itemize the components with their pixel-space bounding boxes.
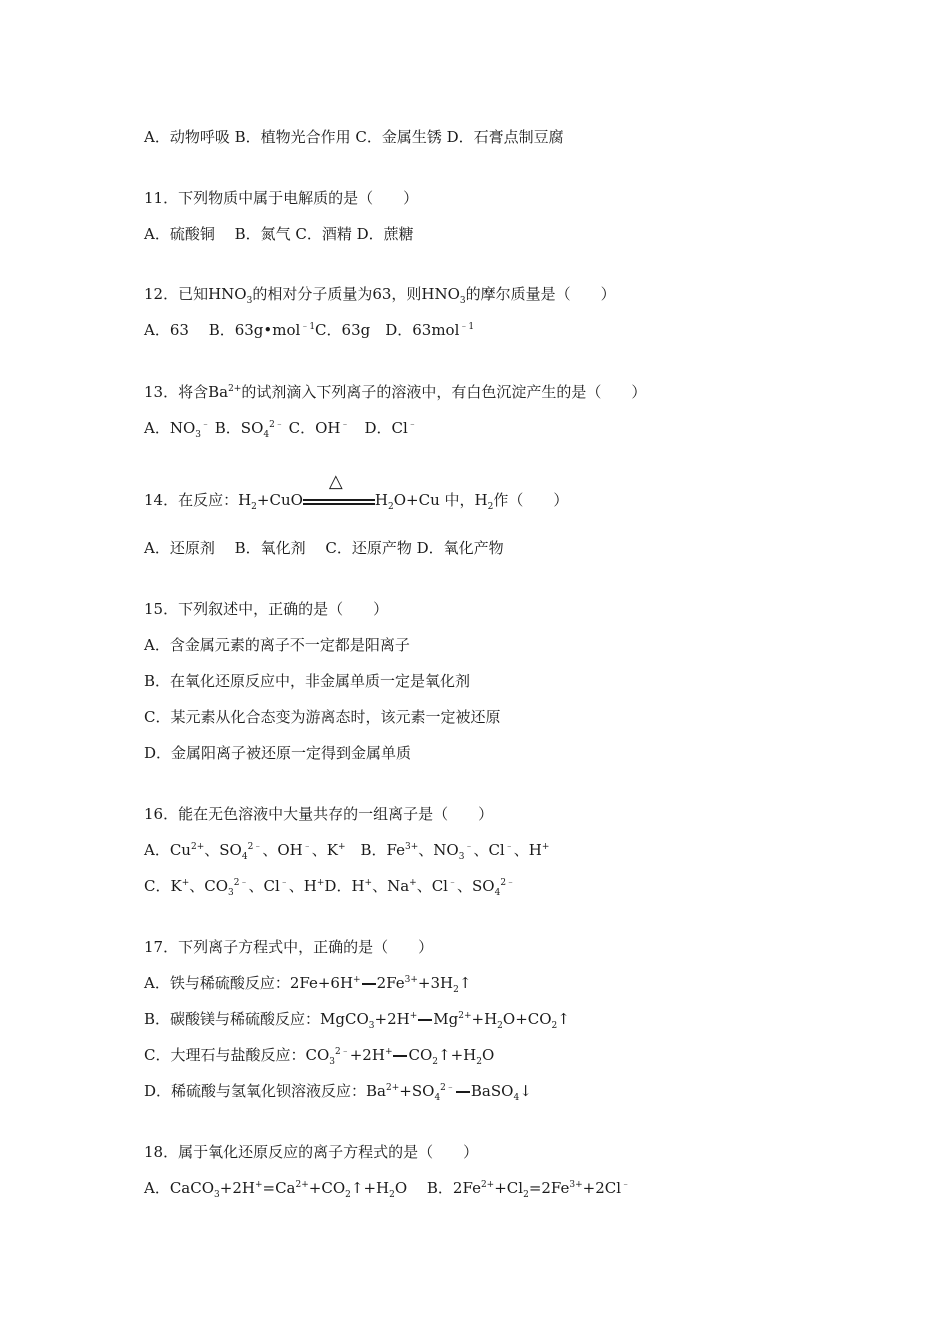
q18-options: A．$CaCO_3+2H^+=Ca^{2+}+CO_2↑+H_2O$ B．$2Fe^{2+}+Cl_2=2Fe^{3+}+2Cl^﹣$ — [144, 1179, 631, 1200]
q15-option-b: B．在氧化还原反应中，非金属单质一定是氧化剂 — [144, 672, 471, 690]
q11-stem: 11．下列物质中属于电解质的是（ ） — [144, 189, 419, 207]
q17-option-a: A．铁与稀硫酸反应：2Fe+6H+ $2Fe^{3+}+3H_2↑$ — [144, 974, 472, 995]
q11-options: A．硫酸铜 B．氮气 C．酒精 D．蔗糖 — [144, 225, 414, 243]
delta-symbol: △ — [328, 471, 343, 492]
q13-stem: 13．将含$Ba^{2+}$的试剂滴入下列离子的溶液中，有白色沉淀产生的是（ ） — [144, 383, 647, 401]
q16-options-cd: C．K+、$CO_3^{2﹣}$、Cl﹣、H+D．H+、Na+、Cl﹣、$SO_4^{2﹣}$ — [144, 877, 516, 898]
q17-option-b: B．碳酸镁与稀硫酸反应：MgCO$_3$+2H+ $Mg^{2+}+H_2O+CO_2↑$ — [144, 1010, 570, 1031]
q17-option-c: C．大理石与盐酸反应：$CO_3^{2﹣}+2H^+$ $CO_2↑+H_2O$ — [144, 1046, 495, 1067]
q15-option-a: A．含金属元素的离子不一定都是阳离子 — [144, 636, 410, 654]
q15-stem: 15．下列叙述中，正确的是（ ） — [144, 600, 389, 618]
q15-option-d: D．金属阳离子被还原一定得到金属单质 — [144, 744, 412, 762]
heat-condition-arrow — [303, 471, 375, 511]
q18-stem: 18．属于氧化还原反应的离子方程式的是（ ） — [144, 1143, 479, 1161]
q12-stem: 12．已知$HNO_3$的相对分子质量为63，则$HNO_3$的摩尔质量是（ ） — [144, 285, 616, 306]
q17-option-d: D．稀硫酸与氢氧化钡溶液反应：$Ba^{2+}+SO_4^{2﹣}$ BaSO$_4$↓ — [144, 1082, 532, 1103]
q12-options: A．63 B．63g•mol$^{﹣1}$C．63g D．63mol$^{﹣1}$ — [144, 321, 475, 339]
q14-stem: 14．在反应：$H_2+CuO$ △ $H_2O+Cu$ 中，$H_2$作（ ） — [144, 471, 569, 512]
q14-options: A．还原剂 B．氧化剂 C．还原产物 D．氧化产物 — [144, 539, 504, 557]
q15-option-c: C．某元素从化合态变为游离态时，该元素一定被还原 — [144, 708, 501, 726]
q16-options-ab: A．$Cu^{2+}$、$SO_4^{2﹣}$、OH﹣、K+ B．$Fe^{3+}$、$NO_3^﹣$、Cl﹣、H+ — [144, 841, 550, 862]
q10-options: A．动物呼吸 B．植物光合作用 C．金属生锈 D．石膏点制豆腐 — [144, 128, 564, 146]
q13-options: A．$NO_3^﹣$ B．$SO_4^{2﹣}$ C．OH﹣ D．Cl﹣ — [144, 419, 417, 440]
q17-stem: 17．下列离子方程式中，正确的是（ ） — [144, 938, 434, 956]
q16-stem: 16．能在无色溶液中大量共存的一组离子是（ ） — [144, 805, 494, 823]
